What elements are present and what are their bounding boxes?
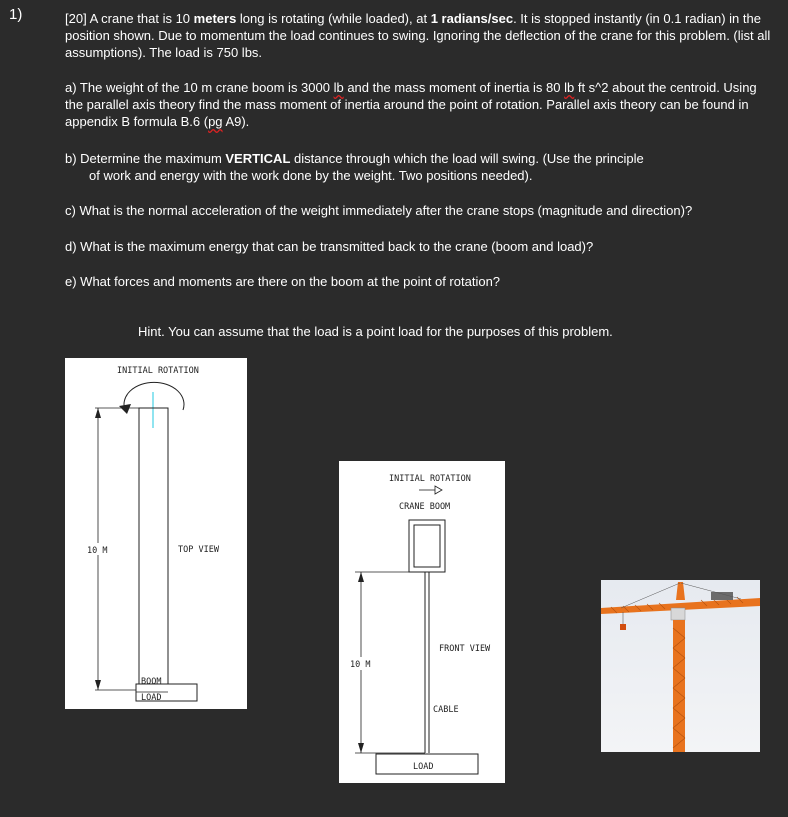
crane-cabin: [671, 608, 685, 620]
front-view-drawing: [339, 461, 505, 783]
top-view-title: INITIAL ROTATION: [117, 366, 199, 376]
rotation-arrow-icon: [124, 382, 184, 410]
boom-label: BOOM: [141, 677, 162, 687]
front-view-title: INITIAL ROTATION: [389, 474, 471, 484]
front-view-label: FRONT VIEW: [439, 644, 491, 654]
part-e: e) What forces and moments are there on the boom at the point of rotation?: [65, 274, 501, 289]
view-label: TOP VIEW: [178, 545, 219, 555]
load-label: LOAD: [141, 693, 162, 703]
part-d: d) What is the maximum energy that can be transmitted back to the crane (boom and load)?: [65, 239, 594, 254]
dimension-label: 10 M: [87, 546, 108, 556]
question-intro: [20] A crane that is 10 meters long is rotating (while loaded), at 1 radians/sec. It is stopped instantly (in 0.1 radian) in the position shown. Due to momentum the load continues to swing. Ignoring the deflection of the crane for this problem. (list all assumptions). The load is 750 lbs.: [65, 11, 771, 60]
part-b: b) Determine the maximum VERTICAL distance through which the load will swing. (Use the principle of work and energy with the work done by the weight. Two positions needed).: [65, 151, 644, 183]
crane-boom-label: CRANE BOOM: [399, 502, 451, 512]
boom-shape: [139, 408, 168, 684]
crane-photo-drawing: [601, 580, 760, 752]
top-view-diagram: [65, 358, 247, 709]
part-a: a) The weight of the 10 m crane boom is 3000 lb and the mass moment of inertia is 80 lb ft s^2 about the centroid. Using the parallel axis theory find the mass moment of inertia around the point of rotation. Parallel axis theory can be found in appendix B formula B.6 (pg A9).: [65, 80, 757, 129]
front-dimension-label: 10 M: [350, 660, 371, 670]
arrow-head-icon: [119, 404, 131, 414]
front-load-label: LOAD: [413, 762, 434, 772]
top-view-drawing: [65, 358, 247, 709]
crane-photo: [601, 580, 760, 752]
question-number: 1): [9, 6, 23, 23]
front-view-diagram: [339, 461, 505, 783]
boom-section-inner: [414, 525, 440, 567]
crane-hook: [620, 624, 626, 630]
part-c: c) What is the normal acceleration of the weight immediately after the crane stops (magnitude and direction)?: [65, 203, 693, 218]
arrow-right-icon: [435, 486, 442, 494]
cable-label: CABLE: [433, 705, 459, 715]
hint-text: Hint. You can assume that the load is a point load for the purposes of this problem.: [138, 324, 613, 339]
